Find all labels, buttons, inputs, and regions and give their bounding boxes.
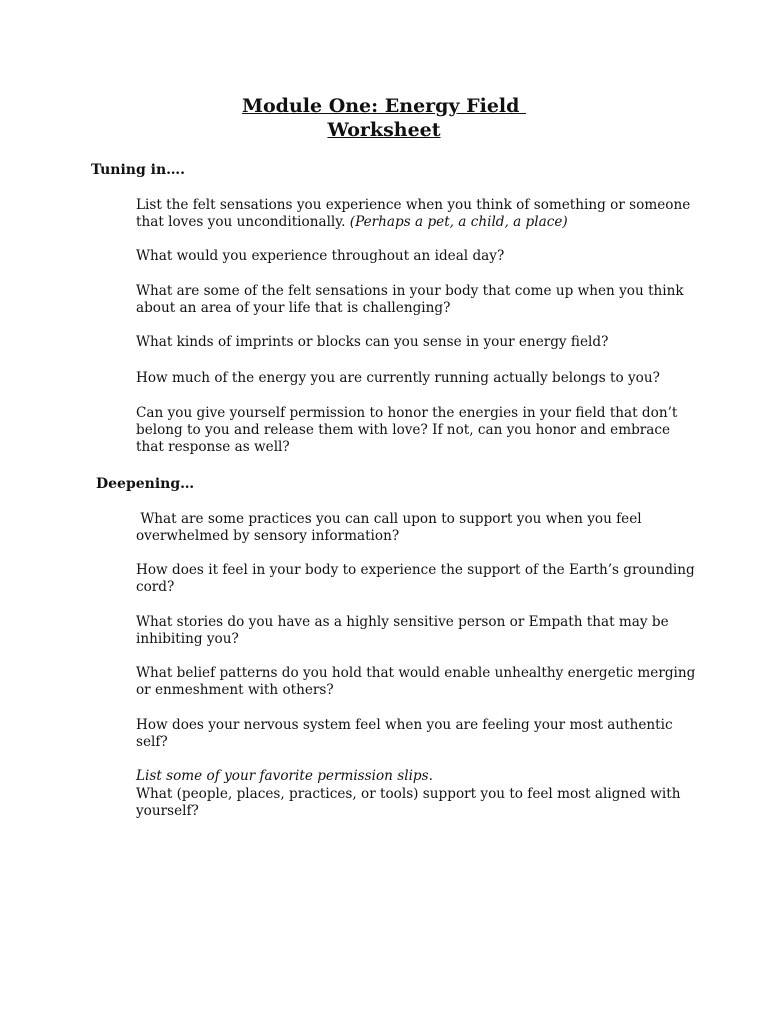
question-belief-patterns: What belief patterns do you hold that would enable unhealthy energetic merging or enmeshment with others? (136, 665, 696, 698)
question-grounding-cord: How does it feel in your body to experience the support of the Earth’s grounding cord? (136, 562, 695, 595)
page-title-line-1: Module One: Energy Field (241, 95, 527, 117)
question-nervous-system: How does your nervous system feel when you are feeling your most authentic self? (136, 717, 673, 750)
question-practices-support: What are some practices you can call upon to support you when you feel overwhelmed by sensory information? (136, 511, 646, 544)
question-permission-slips: List some of your favorite permission slips. (136, 768, 433, 784)
question-stories-empath: What stories do you have as a highly sensitive person or Empath that may be inhibiting you? (136, 614, 669, 647)
question-ideal-day: What would you experience throughout an ideal day? (136, 248, 505, 264)
page-title-line-2: Worksheet (327, 119, 441, 141)
question-imprints-blocks: What kinds of imprints or blocks can you sense in your energy field? (136, 334, 609, 350)
question-permission-honor: Can you give yourself permission to honor the energies in your field that don’t belong to you and release them with love? If not, can you honor and embrace that response as well? (136, 405, 678, 455)
question-energy-belongs: How much of the energy you are currently running actually belongs to you? (136, 370, 660, 386)
question-aligned-support: What (people, places, practices, or tools) support you to feel most aligned with yourself? (136, 786, 681, 819)
section-heading-deepening: Deepening… (96, 476, 195, 492)
section-heading-tuning-in: Tuning in…. (91, 162, 186, 178)
question-felt-sensations-love (136, 197, 696, 231)
question-note: (Perhaps a pet, a child, a place) (349, 214, 568, 230)
question-text: List the felt sensations you experience when you think of something or someone that loves you unconditionally. (136, 197, 691, 230)
question-challenging-area: What are some of the felt sensations in your body that come up when you think about an area of your life that is challenging? (136, 283, 684, 316)
